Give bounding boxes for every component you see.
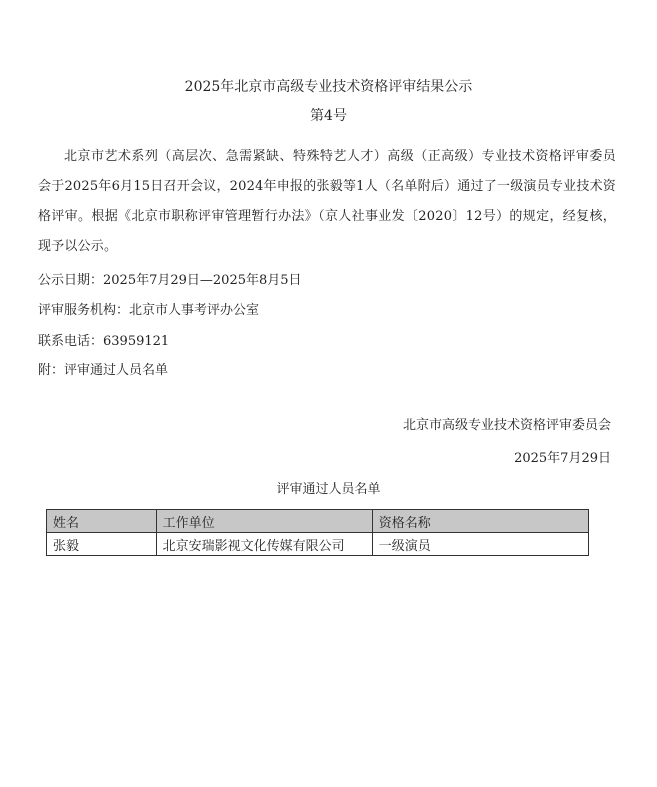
- roster-title: 评审通过人员名单: [276, 482, 381, 497]
- notice-body: 北京市艺术系列（高层次、急需紧缺、特殊特艺人才）高级（正高级）专业技术资格评审委员会于2025年6月15日召开会议，2024年申报的张毅等1人（名单附后）通过了一级演员专业技术资格评审。根据《北京市职称评审管理暂行办法》（京人社事业发〔2020〕12号）的规定，经复核，现予以公示。: [38, 149, 616, 254]
- contact-phone: 联系电话：63959121: [38, 334, 170, 349]
- cell-qualification: 一级演员: [372, 533, 588, 556]
- attachment-note: 附：评审通过人员名单: [38, 363, 169, 378]
- cell-name: 张毅: [47, 533, 157, 556]
- table-row: [47, 533, 589, 556]
- cell-employer: 北京安瑞影视文化传媒有限公司: [156, 533, 372, 556]
- roster-header-row: [47, 510, 589, 533]
- notice-title: 2025年北京市高级专业技术资格评审结果公示: [184, 79, 473, 95]
- notice-number: 第4号: [310, 108, 347, 124]
- header-qualification: 资格名称: [372, 510, 588, 533]
- roster-table: [46, 509, 589, 556]
- service-agency: 评审服务机构：北京市人事考评办公室: [38, 303, 260, 318]
- signature-organization: 北京市高级专业技术资格评审委员会: [402, 418, 611, 433]
- header-name: 姓名: [47, 510, 157, 533]
- signature-date: 2025年7月29日: [514, 451, 611, 466]
- header-employer: 工作单位: [156, 510, 372, 533]
- publicity-period: 公示日期：2025年7月29日—2025年8月5日: [38, 273, 302, 288]
